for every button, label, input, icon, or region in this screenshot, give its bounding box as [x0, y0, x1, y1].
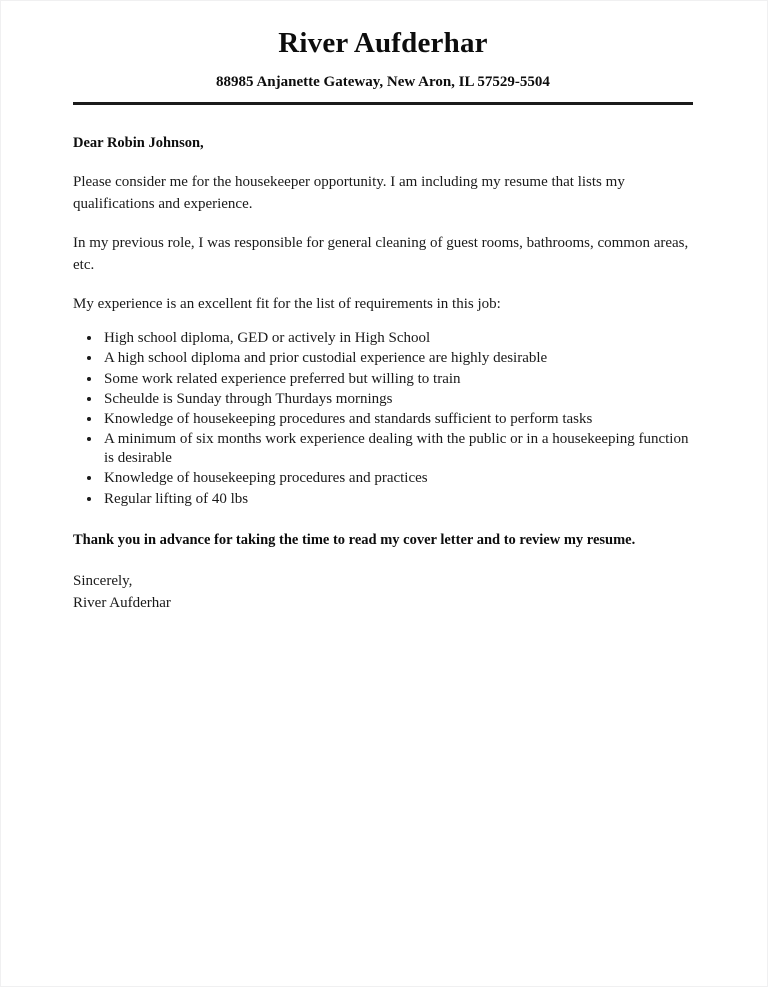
list-item: • Some work related experience preferred but willing to train [102, 370, 693, 389]
paragraph-intro: Please consider me for the housekeeper opportunity. I am including my resume that lists my qualifications and experience. [73, 173, 625, 212]
signature-name: River Aufderhar [73, 595, 171, 612]
list-item: • Regular lifting of 40 lbs [102, 490, 693, 509]
list-item: • A high school diploma and prior custodial experience are highly desirable [102, 349, 693, 368]
sender-name: River Aufderhar [278, 27, 488, 59]
list-item: • Knowledge of housekeeping procedures and standards sufficient to perform tasks [102, 410, 693, 429]
list-item: • A minimum of six months work experience dealing with the public or in a housekeeping function is desirable [102, 430, 693, 468]
list-item: • Scheulde is Sunday through Thurdays mornings [102, 390, 693, 409]
sender-address: 88985 Anjanette Gateway, New Aron, IL 57529-5504 [216, 74, 550, 91]
signoff-block [73, 571, 693, 615]
list-item: • Knowledge of housekeeping procedures and practices [102, 469, 693, 488]
salutation: Dear Robin Johnson, [73, 135, 204, 152]
valediction: Sincerely, [73, 573, 133, 590]
letter-body [73, 134, 693, 615]
requirements-list [73, 329, 693, 509]
paragraph-previous-role: In my previous role, I was responsible for general cleaning of guest rooms, bathrooms, common areas, etc. [73, 235, 689, 274]
letterhead [73, 1, 693, 105]
header-divider [73, 102, 693, 105]
cover-letter [73, 1, 693, 615]
paragraph-requirements-lead: My experience is an excellent fit for the list of requirements in this job: [73, 296, 501, 313]
closing-statement: Thank you in advance for taking the time to read my cover letter and to review my resume. [73, 531, 636, 548]
list-item: • High school diploma, GED or actively in High School [102, 329, 693, 348]
